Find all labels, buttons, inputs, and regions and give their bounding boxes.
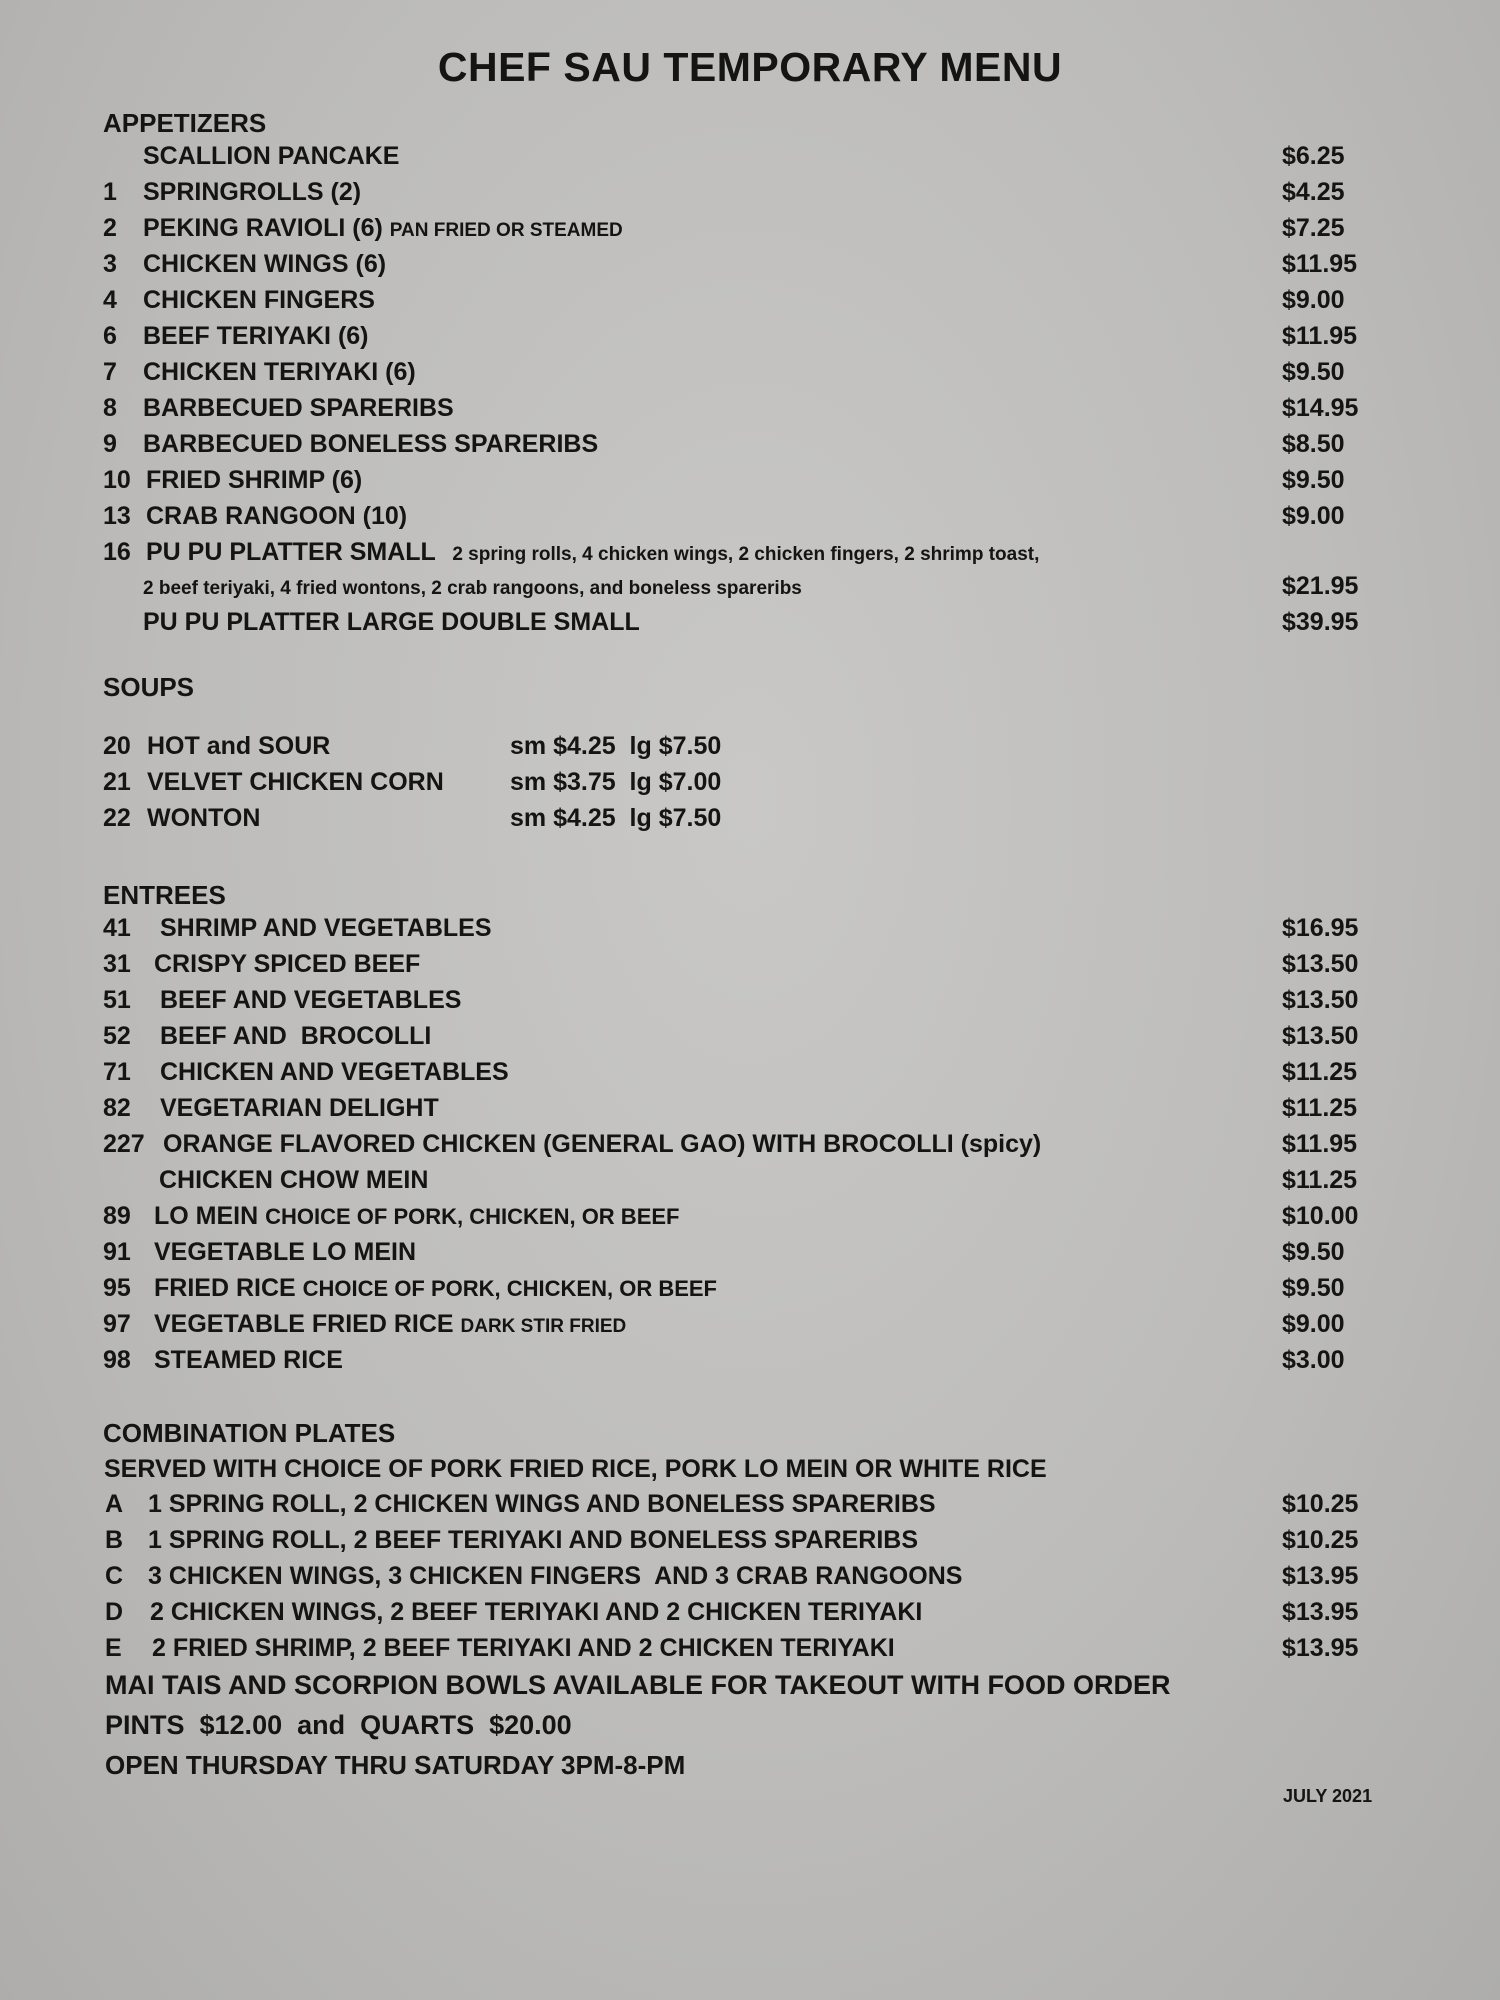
menu-item [0, 914, 1500, 948]
menu-item [0, 1634, 1500, 1668]
item-price: $21.95 [1282, 572, 1359, 600]
item-price: $9.50 [1282, 1274, 1345, 1302]
item-name: VELVET CHICKEN CORN [147, 768, 444, 796]
soups-header: SOUPS [103, 672, 195, 702]
menu-item [0, 1058, 1500, 1092]
menu-item [0, 1238, 1500, 1272]
item-name: CHICKEN WINGS (6) [143, 250, 387, 278]
item-number: E [105, 1634, 122, 1662]
item-number: 16 [103, 538, 131, 566]
item-number: 82 [103, 1094, 131, 1122]
item-price: $7.25 [1282, 214, 1345, 242]
item-number: 2 [103, 214, 117, 242]
item-name: 2 FRIED SHRIMP, 2 BEEF TERIYAKI AND 2 CHICKEN TERIYAKI [152, 1634, 895, 1662]
item-price: $9.50 [1282, 358, 1345, 386]
menu-item [0, 1598, 1500, 1632]
item-name: PU PU PLATTER LARGE DOUBLE SMALL [143, 608, 640, 636]
menu-item [0, 768, 1500, 802]
menu-item [0, 1022, 1500, 1056]
item-price: $8.50 [1282, 430, 1345, 458]
menu-item [0, 430, 1500, 464]
item-name: SCALLION PANCAKE [143, 142, 400, 170]
menu-item [0, 466, 1500, 500]
item-number: D [105, 1598, 124, 1626]
item-price: $11.95 [1282, 250, 1358, 278]
menu-item [0, 804, 1500, 838]
item-price: $6.25 [1282, 142, 1345, 170]
item-name: BEEF AND BROCOLLI [160, 1022, 432, 1050]
item-note: 2 spring rolls, 4 chicken wings, 2 chicken fingers, 2 shrimp toast, [452, 544, 1040, 565]
item-name: FRIED RICE [154, 1274, 296, 1302]
menu-item [0, 1274, 1500, 1308]
item-price: $16.95 [1282, 914, 1359, 942]
item-number: 51 [103, 986, 131, 1014]
item-name: CHICKEN AND VEGETABLES [160, 1058, 509, 1086]
menu-item [0, 1346, 1500, 1380]
menu-item [0, 538, 1500, 572]
menu-item [0, 986, 1500, 1020]
item-price: $9.00 [1282, 286, 1345, 314]
item-price: $11.25 [1282, 1094, 1358, 1122]
item-number: 98 [103, 1346, 131, 1374]
item-number: 3 [103, 250, 117, 278]
item-number: 41 [103, 914, 131, 942]
menu-item [0, 178, 1500, 212]
menu-item [0, 214, 1500, 248]
item-price: $3.00 [1282, 1346, 1345, 1374]
item-price: $4.25 [1282, 178, 1345, 206]
item-number: 22 [103, 804, 131, 832]
item-number: 227 [103, 1130, 145, 1158]
item-price: $9.00 [1282, 1310, 1345, 1338]
item-price: $13.95 [1282, 1634, 1359, 1662]
item-name: VEGETABLE LO MEIN [154, 1238, 417, 1266]
item-price: $11.95 [1282, 322, 1358, 350]
menu-item [0, 1562, 1500, 1596]
menu-item [0, 286, 1500, 320]
item-price: $11.25 [1282, 1058, 1358, 1086]
item-number: C [105, 1562, 124, 1590]
item-name: PU PU PLATTER SMALL [146, 538, 436, 566]
item-number: 13 [103, 502, 131, 530]
item-note: PAN FRIED OR STEAMED [389, 220, 623, 241]
item-name: SHRIMP AND VEGETABLES [160, 914, 492, 942]
item-number: A [105, 1490, 124, 1518]
item-price: $9.00 [1282, 502, 1345, 530]
item-name: BEEF TERIYAKI (6) [143, 322, 369, 350]
menu-item [0, 608, 1500, 642]
item-name: WONTON [147, 804, 261, 832]
item-number: 52 [103, 1022, 131, 1050]
item-number: 8 [103, 394, 117, 422]
item-number: 31 [103, 950, 131, 978]
item-price: $13.95 [1282, 1598, 1359, 1626]
item-name: CRAB RANGOON (10) [146, 502, 408, 530]
item-price: $39.95 [1282, 608, 1359, 636]
menu-item [0, 1166, 1500, 1200]
menu-item [0, 950, 1500, 984]
item-price: $11.25 [1282, 1166, 1358, 1194]
item-number: 4 [103, 286, 117, 314]
item-name: 1 SPRING ROLL, 2 BEEF TERIYAKI AND BONELESS SPARERIBS [148, 1526, 919, 1554]
item-number: 10 [103, 466, 131, 494]
menu-item [0, 1490, 1500, 1524]
item-price: $9.50 [1282, 466, 1345, 494]
item-sizes: sm $4.25 lg $7.50 [510, 732, 722, 760]
item-name: CHICKEN FINGERS [143, 286, 375, 314]
menu-date: JULY 2021 [1283, 1786, 1373, 1806]
menu-item [0, 572, 1500, 606]
item-name: ORANGE FLAVORED CHICKEN (GENERAL GAO) WITH BROCOLLI (spicy) [163, 1130, 1042, 1158]
item-number: 95 [103, 1274, 131, 1302]
item-price: $13.50 [1282, 950, 1359, 978]
menu-item [0, 322, 1500, 356]
item-name: LO MEIN [154, 1202, 259, 1230]
menu-item [0, 502, 1500, 536]
menu-item [0, 1526, 1500, 1560]
item-name: HOT and SOUR [147, 732, 331, 760]
item-name: 2 CHICKEN WINGS, 2 BEEF TERIYAKI AND 2 CHICKEN TERIYAKI [150, 1598, 923, 1626]
item-note: CHOICE OF PORK, CHICKEN, OR BEEF [265, 1204, 680, 1229]
item-name: VEGETARIAN DELIGHT [160, 1094, 439, 1122]
item-note: DARK STIR FRIED [460, 1316, 627, 1337]
menu-item [0, 1202, 1500, 1236]
menu-item [0, 1130, 1500, 1164]
drinks-prices: PINTS $12.00 and QUARTS $20.00 [105, 1710, 572, 1740]
item-name: CRISPY SPICED BEEF [154, 950, 421, 978]
item-sizes: sm $3.75 lg $7.00 [510, 768, 722, 796]
menu-item [0, 250, 1500, 284]
item-price: $10.00 [1282, 1202, 1359, 1230]
item-number: 9 [103, 430, 117, 458]
item-number: 20 [103, 732, 131, 760]
item-price: $9.50 [1282, 1238, 1345, 1266]
item-name: 3 CHICKEN WINGS, 3 CHICKEN FINGERS AND 3 CRAB RANGOONS [148, 1562, 963, 1590]
item-number: 21 [103, 768, 131, 796]
opening-hours: OPEN THURSDAY THRU SATURDAY 3PM-8-PM [105, 1750, 686, 1780]
item-number: 97 [103, 1310, 131, 1338]
item-number: 6 [103, 322, 117, 350]
item-number: 1 [103, 178, 117, 206]
item-name: CHICKEN CHOW MEIN [159, 1166, 429, 1194]
item-price: $13.50 [1282, 1022, 1359, 1050]
item-number: 7 [103, 358, 117, 386]
item-price: $10.25 [1282, 1490, 1359, 1518]
item-name: SPRINGROLLS (2) [143, 178, 362, 206]
item-price: $13.95 [1282, 1562, 1359, 1590]
item-note: 2 beef teriyaki, 4 fried wontons, 2 crab rangoons, and boneless spareribs [143, 578, 802, 599]
item-price: $11.95 [1282, 1130, 1358, 1158]
item-price: $13.50 [1282, 986, 1359, 1014]
drinks-notice: MAI TAIS AND SCORPION BOWLS AVAILABLE FOR TAKEOUT WITH FOOD ORDER [105, 1670, 1171, 1700]
entrees-header: ENTREES [103, 880, 226, 910]
item-name: CHICKEN TERIYAKI (6) [143, 358, 416, 386]
menu-item [0, 142, 1500, 176]
item-number: 89 [103, 1202, 131, 1230]
item-name: FRIED SHRIMP (6) [146, 466, 363, 494]
menu-title: CHEF SAU TEMPORARY MENU [437, 44, 1063, 90]
item-name: 1 SPRING ROLL, 2 CHICKEN WINGS AND BONELESS SPARERIBS [148, 1490, 936, 1518]
menu-item [0, 358, 1500, 392]
item-name: PEKING RAVIOLI (6) [143, 214, 383, 242]
item-name: BARBECUED SPARERIBS [143, 394, 454, 422]
item-name: BEEF AND VEGETABLES [160, 986, 462, 1014]
item-number: 71 [103, 1058, 131, 1086]
item-sizes: sm $4.25 lg $7.50 [510, 804, 722, 832]
item-name: BARBECUED BONELESS SPARERIBS [143, 430, 599, 458]
item-name: VEGETABLE FRIED RICE [154, 1310, 454, 1338]
menu-item [0, 394, 1500, 428]
item-number: 91 [103, 1238, 131, 1266]
menu-item [0, 732, 1500, 766]
item-note: CHOICE OF PORK, CHICKEN, OR BEEF [302, 1276, 717, 1301]
menu-item [0, 1310, 1500, 1344]
appetizers-header: APPETIZERS [103, 108, 267, 138]
item-name: STEAMED RICE [154, 1346, 343, 1374]
item-price: $14.95 [1282, 394, 1359, 422]
combos-header: COMBINATION PLATES [103, 1418, 396, 1448]
menu-item [0, 1094, 1500, 1128]
item-number: B [105, 1526, 124, 1554]
item-price: $10.25 [1282, 1526, 1359, 1554]
combos-subheader: SERVED WITH CHOICE OF PORK FRIED RICE, PORK LO MEIN OR WHITE RICE [104, 1455, 1047, 1483]
